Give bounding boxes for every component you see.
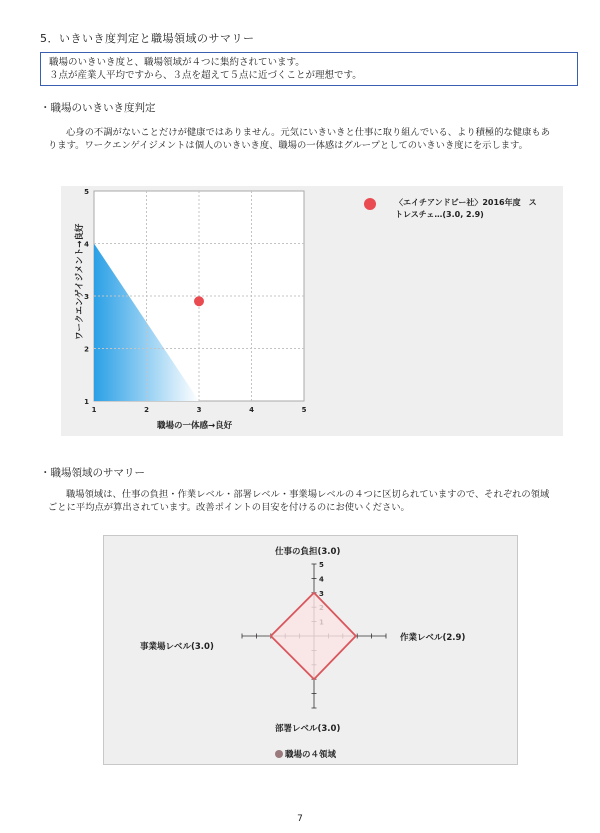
scatter-x-tick-label: 2: [144, 406, 149, 414]
scatter-y-tick-label: 4: [84, 240, 89, 249]
scatter-x-tick-label: 3: [196, 406, 202, 414]
scatter-chart-panel: [61, 186, 563, 436]
paragraph-summary: [48, 488, 568, 514]
radar-scale-label: 5: [319, 561, 324, 569]
summary-line-1: 職場のいきいき度と、職場領域が４つに集約されています。: [49, 57, 305, 68]
radar-legend-marker: [275, 750, 283, 758]
paragraph-ikiiki: [48, 126, 568, 152]
paragraph-summary-line-2: ごとに平均点が算出されています。改善ポイントの目安を付けるのにお使いください。: [48, 502, 410, 513]
scatter-x-tick-label: 4: [249, 406, 254, 414]
radar-label-left: 事業場レベル(3.0): [140, 642, 214, 652]
radar-chart-panel: [103, 535, 518, 765]
summary-box: [40, 52, 578, 86]
paragraph-summary-line-1: 職場領域は、仕事の負担・作業レベル・部署レベル・事業場レベルの４つに区切られていますので、それぞれの領域: [66, 489, 550, 500]
subsection-title-summary: ・職場領域のサマリー: [40, 467, 145, 479]
radar-legend-label: 職場の４領域: [285, 750, 337, 760]
radar-label-right: 作業レベル(2.9): [400, 633, 466, 643]
scatter-y-tick-label: 2: [84, 345, 89, 354]
summary-line-2: ３点が産業人平均ですから、３点を超えて５点に近づくことが理想です。: [49, 70, 362, 81]
paragraph-ikiiki-line-1: 心身の不調がないことだけが健康ではありません。元気にいきいきと仕事に取り組んでいる、より積極的な健康もあ: [66, 127, 550, 138]
scatter-x-tick-label: 1: [91, 406, 97, 414]
radar-series-polygon: [271, 593, 356, 679]
scatter-x-tick-label: 5: [301, 406, 307, 414]
scatter-legend-entry: [395, 197, 537, 221]
radar-label-bottom: 部署レベル(3.0): [275, 724, 341, 734]
scatter-y-tick-label: 5: [84, 188, 89, 196]
scatter-y-tick-label: 3: [84, 293, 89, 301]
scatter-point: [194, 296, 204, 306]
paragraph-ikiiki-line-2: ります。ワークエンゲイジメントは個人のいきいき度、職場の一体感はグループとしてのいきいき度にを示します。: [48, 140, 528, 151]
scatter-chart: [61, 186, 563, 436]
section-title: 5．いきいき度判定と職場領域のサマリー: [40, 32, 255, 45]
scatter-y-tick-label: 1: [84, 398, 89, 406]
radar-label-top: 仕事の負担(3.0): [275, 547, 341, 557]
radar-scale-label: 3: [319, 589, 324, 598]
radar-scale-label: 4: [319, 575, 324, 584]
page-number: 7: [297, 814, 303, 824]
scatter-legend-line-2: トレスチェ…(3.0, 2.9): [395, 210, 484, 219]
subsection-title-ikiiki: ・職場のいきいき度判定: [40, 102, 156, 114]
scatter-x-axis-label: 職場の一体感→良好: [157, 421, 233, 431]
scatter-legend-marker: [364, 198, 376, 210]
scatter-y-axis-label: ワークエンゲイジメント→良好: [75, 223, 85, 340]
scatter-legend-line-1: 〈エイチアンドビー社〉2016年度 ス: [395, 198, 537, 207]
